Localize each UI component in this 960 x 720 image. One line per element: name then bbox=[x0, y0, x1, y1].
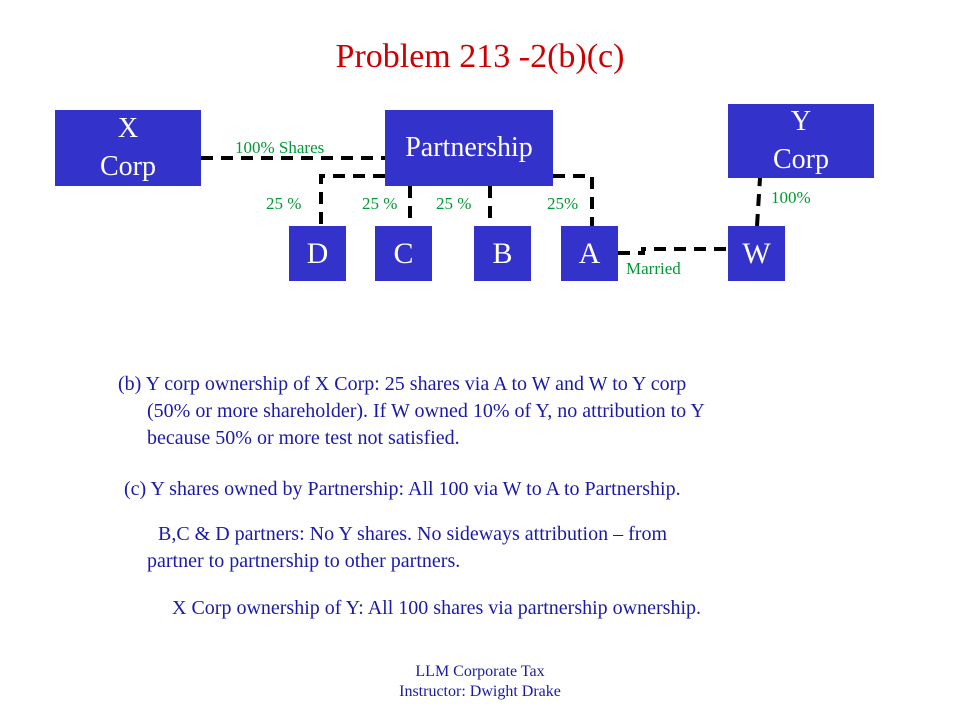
paragraph-b-line2: (50% or more shareholder). If W owned 10% of Y, no attribution to Y bbox=[147, 400, 705, 422]
x-corp-line1: X bbox=[117, 113, 139, 144]
d-pct-label: 25 % bbox=[266, 194, 302, 213]
x-corp-box bbox=[55, 110, 201, 186]
y-corp-line1: Y bbox=[790, 106, 812, 137]
x-shares-label: 100% Shares bbox=[235, 138, 325, 157]
x-corp-line2: Corp bbox=[100, 151, 156, 182]
partnership-label: Partnership bbox=[405, 132, 533, 163]
partnership-box bbox=[385, 110, 553, 186]
w-box bbox=[728, 226, 785, 281]
b-pct-label: 25 % bbox=[436, 194, 472, 213]
paragraph-c-line1: (c) Y shares owned by Partnership: All 100 via W to A to Partnership. bbox=[124, 478, 681, 500]
d-box bbox=[289, 226, 346, 281]
paragraph-b-line3: because 50% or more test not satisfied. bbox=[147, 427, 460, 449]
w-y-pct-label: 100% bbox=[771, 188, 811, 207]
b-label: B bbox=[492, 236, 513, 270]
c-pct-label: 25 % bbox=[362, 194, 398, 213]
paragraph-bcd-line2: partner to partnership to other partners. bbox=[147, 550, 461, 572]
c-label: C bbox=[393, 236, 414, 270]
d-label: D bbox=[306, 236, 329, 270]
w-label: W bbox=[742, 236, 771, 270]
footer-instructor: Instructor: Dwight Drake bbox=[399, 683, 561, 700]
y-corp-box bbox=[728, 104, 874, 178]
b-box bbox=[474, 226, 531, 281]
y-corp-line2: Corp bbox=[773, 144, 829, 175]
paragraph-b-line1: (b) Y corp ownership of X Corp: 25 shares via A to W and W to Y corp bbox=[118, 373, 687, 395]
married-line bbox=[618, 249, 728, 253]
footer bbox=[0, 662, 960, 702]
w-to-y-corp-line bbox=[757, 178, 760, 226]
a-pct-label: 25% bbox=[547, 194, 579, 213]
page-title: Problem 213 -2(b)(c) bbox=[335, 38, 625, 75]
a-box bbox=[561, 226, 618, 281]
c-box bbox=[375, 226, 432, 281]
paragraph-xcorp-line1: X Corp ownership of Y: All 100 shares via partnership ownership. bbox=[172, 597, 702, 619]
footer-course: LLM Corporate Tax bbox=[415, 663, 545, 680]
paragraph-bcd-line1: B,C & D partners: No Y shares. No sideways attribution – from bbox=[158, 523, 667, 545]
married-label: Married bbox=[626, 259, 681, 278]
a-label: A bbox=[578, 236, 601, 270]
